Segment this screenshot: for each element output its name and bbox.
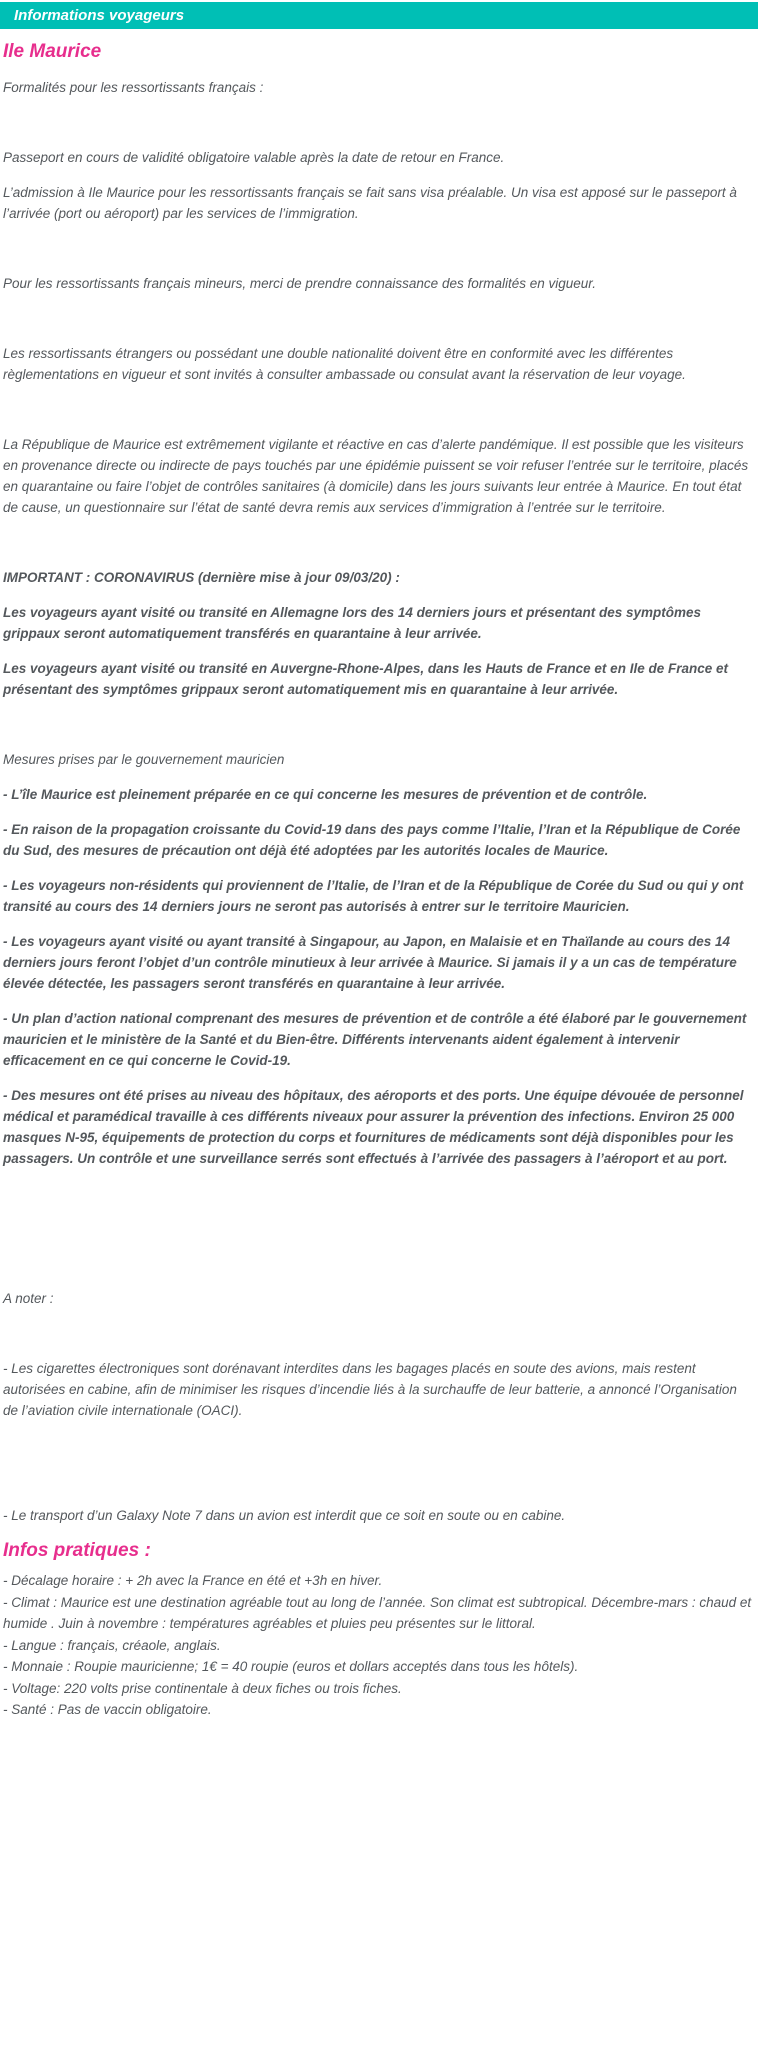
paragraph: A noter : xyxy=(3,1291,54,1306)
paragraph-spacer xyxy=(3,1470,752,1491)
paragraph-spacer xyxy=(3,399,752,420)
paragraph: - Le transport d’un Galaxy Note 7 dans un avion est interdit que ce soit en soute ou en cabine. xyxy=(3,1508,566,1523)
paragraph-spacer xyxy=(3,1183,752,1204)
paragraph: IMPORTANT : CORONAVIRUS (dernière mise à jour 09/03/20) : xyxy=(3,570,400,585)
paragraph: L’admission à Ile Maurice pour les ressortissants français se fait sans visa préalable. Un visa est apposé sur le passeport à l’arrivée (port ou aéroport) par les services de l’immigration. xyxy=(3,185,737,221)
paragraph: - Les cigarettes électroniques sont dorénavant interdites dans les bagages placés en soute des avions, mais restent autorisées en cabine, afin de minimiser les risques d’incendie liés à la surchauffe de leur batterie, a annoncé l’Organisation de l’aviation civile internationale (OACI). xyxy=(3,1361,737,1418)
paragraph-spacer xyxy=(3,1253,752,1274)
banner-title: Informations voyageurs xyxy=(14,7,185,24)
paragraph-spacer xyxy=(3,238,752,259)
practical-item: - Langue : français, créaole, anglais. xyxy=(3,1637,221,1653)
paragraph-spacer xyxy=(3,1218,752,1239)
paragraph-spacer xyxy=(3,112,752,133)
paragraph: La République de Maurice est extrêmement vigilante et réactive en cas d’alerte pandémique. Il est possible que les visiteurs en provenance directe ou indirecte de pays touchés par une épidémie puissent se voir refuser l’entrée sur le territoire, placés en quarantaine ou faire l’objet de contrôles sanitaires (à domicile) dans les jours suivants leur entrée à Maurice. En tout état de cause, un questionnaire sur l’état de santé devra remis aux services d’immigration à l’entrée sur le territoire. xyxy=(3,437,749,515)
paragraph: Les voyageurs ayant visité ou transité en Auvergne-Rhone-Alpes, dans les Hauts de France et en Ile de France et présentant des symptômes grippaux seront automatiquement mis en quarantaine à leur arrivée. xyxy=(3,661,728,697)
paragraph: - En raison de la propagation croissante du Covid-19 dans des pays comme l’Italie, l’Iran et la République de Corée du Sud, des mesures de précaution ont déjà été adoptées par les autorités locales de Maurice. xyxy=(3,822,741,858)
paragraph: - L’île Maurice est pleinement préparée en ce qui concerne les mesures de prévention et de contrôle. xyxy=(3,787,648,802)
paragraph: - Des mesures ont été prises au niveau des hôpitaux, des aéroports et des ports. Une équipe dévouée de personnel médical et paramédical travaille à ces différents niveaux pour assurer la prévention des infections. Environ 25 000 masques N-95, équipements de protection du corps et fournitures de médicaments sont déjà disponibles pour les passagers. Un contrôle et une surveillance serrés sont effectués à l’arrivée des passagers à l’aéroport et au port. xyxy=(3,1088,744,1166)
paragraph: - Les voyageurs ayant visité ou ayant transité à Singapour, au Japon, en Malaisie et en Thaïlande au cours des 14 derniers jours feront l’objet d’un contrôle minutieux à leur arrivée à Maurice. Si jamais il y a un cas de température élevée détectée, les passagers seront transférés en quarantaine à leur arrivée. xyxy=(3,934,737,991)
paragraph-spacer xyxy=(3,1323,752,1344)
practical-item: - Voltage: 220 volts prise continentale à deux fiches ou trois fiches. xyxy=(3,1680,402,1696)
paragraph: - Les voyageurs non-résidents qui proviennent de l’Italie, de l’Iran et de la République de Corée du Sud ou qui y ont transité au cours des 14 derniers jours ne seront pas autorisés à entrer sur le territoire Mauricien. xyxy=(3,878,744,914)
practical-title: Infos pratiques : xyxy=(3,1540,151,1561)
practical-items xyxy=(3,1570,752,1721)
info-banner xyxy=(0,2,758,29)
article xyxy=(0,29,758,1721)
paragraph: - Un plan d’action national comprenant des mesures de prévention et de contrôle a été élaboré par le gouvernement mauricien et le ministère de la Santé et du Bien-être. Différents intervenants aident également à intervenir efficacement en ce qui concerne le Covid-19. xyxy=(3,1011,747,1068)
paragraph: Formalités pour les ressortissants français : xyxy=(3,80,264,95)
page-title: Ile Maurice xyxy=(3,41,102,62)
practical-item: - Climat : Maurice est une destination agréable tout au long de l’année. Son climat est subtropical. Décembre-mars : chaud et humide . Juin à novembre : températures agréables et pluies peu présentes sur le littoral. xyxy=(3,1594,752,1631)
practical-item: - Décalage horaire : + 2h avec la France en été et +3h en hiver. xyxy=(3,1573,383,1588)
paragraph: Les ressortissants étrangers ou possédant une double nationalité doivent être en conformité avec les différentes règlementations en vigueur et sont invités à consulter ambassade ou consulat avant la réservation de leur voyage. xyxy=(3,346,686,382)
paragraph: Les voyageurs ayant visité ou transité en Allemagne lors des 14 derniers jours et présentant des symptômes grippaux seront automatiquement transférés en quarantaine à leur arrivée. xyxy=(3,605,702,641)
paragraph-spacer xyxy=(3,714,752,735)
practical-item: - Monnaie : Roupie mauricienne; 1€ = 40 roupie (euros et dollars acceptés dans tous les hôtels). xyxy=(3,1659,579,1674)
paragraph: Pour les ressortissants français mineurs, merci de prendre connaissance des formalités en vigueur. xyxy=(3,276,597,291)
practical-item: - Santé : Pas de vaccin obligatoire. xyxy=(3,1702,212,1717)
paragraph-spacer xyxy=(3,308,752,329)
paragraph: Passeport en cours de validité obligatoire valable après la date de retour en France. xyxy=(3,150,505,165)
article-blocks xyxy=(3,77,752,1526)
paragraph-spacer xyxy=(3,532,752,553)
paragraph-spacer xyxy=(3,1435,752,1456)
paragraph: Mesures prises par le gouvernement mauricien xyxy=(3,752,285,767)
